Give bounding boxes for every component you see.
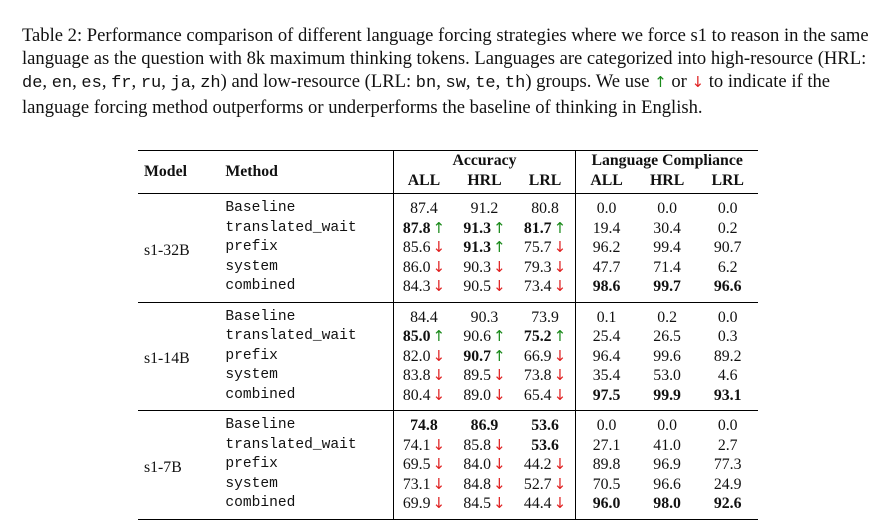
arrow-up-icon: ↑ (493, 346, 506, 365)
arrow-down-icon: ↓ (493, 474, 506, 493)
table-cell (454, 436, 515, 456)
header-lc-all: ALL (590, 171, 623, 189)
caption-text-2: ) and low-resource (LRL: (220, 71, 416, 93)
method-name: Baseline (217, 194, 393, 219)
table-cell (515, 386, 576, 411)
arrow-down-icon: ↓ (493, 385, 506, 404)
table-cell (576, 455, 637, 475)
table-cell (637, 455, 698, 475)
arrow-down-icon: ↓ (432, 385, 446, 404)
table-cell (393, 347, 454, 367)
hrl-code-list: de, en, es, fr, ru, ja, zh (22, 71, 221, 94)
cell-value: 0.0 (657, 200, 677, 217)
cell-value: 99.7 (653, 278, 681, 295)
arrow-down-icon: ↓ (553, 346, 567, 365)
table-cell (454, 302, 515, 327)
table-cell (697, 219, 758, 239)
method-name: prefix (217, 455, 393, 475)
header-acc-all: ALL (407, 171, 441, 189)
method-name: prefix (217, 347, 393, 367)
arrow-down-icon: ↓ (493, 257, 506, 276)
table-row (138, 366, 758, 386)
method-name: translated_wait (217, 436, 393, 456)
table-cell (576, 494, 637, 519)
cell-value: 90.7 (463, 347, 492, 365)
cell-value: 53.6 (531, 436, 559, 454)
table-cell (697, 302, 758, 327)
table-row (138, 238, 758, 258)
method-name: translated_wait (217, 219, 393, 239)
cell-value: 69.9 (402, 495, 431, 512)
table-cell (637, 386, 698, 411)
table-row (138, 347, 758, 367)
cell-value: 96.2 (592, 239, 621, 256)
table-body (138, 194, 758, 520)
arrow-down-icon: ↓ (493, 277, 506, 295)
arrow-down-icon: ↓ (553, 277, 567, 295)
table-cell (393, 366, 454, 386)
arrow-down-icon: ↓ (432, 366, 446, 384)
table-row (138, 494, 758, 519)
cell-value: 84.3 (402, 278, 431, 295)
arrow-up-icon: ↑ (493, 238, 506, 256)
table-cell (637, 238, 698, 258)
table-cell (515, 494, 576, 519)
cell-value: 83.8 (402, 367, 431, 384)
cell-value: 73.1 (402, 475, 431, 493)
table-cell (393, 436, 454, 456)
cell-value: 99.4 (653, 239, 681, 256)
arrow-down-icon: ↓ (493, 435, 506, 454)
hrl-code: fr (111, 74, 132, 94)
lrl-code: te (475, 74, 496, 94)
header-compliance: Language Compliance (591, 152, 743, 169)
table-row (138, 386, 758, 411)
cell-value: 80.4 (402, 386, 431, 404)
cell-value: 90.3 (470, 308, 499, 326)
cell-value: 75.7 (523, 239, 552, 256)
cell-value: 73.4 (523, 278, 552, 295)
arrow-down-icon: ↓ (553, 494, 567, 512)
arrow-down-icon: ↓ (432, 238, 446, 256)
method-name: combined (217, 494, 393, 519)
cell-value: 87.4 (410, 200, 438, 217)
cell-value: 96.9 (653, 456, 681, 473)
cell-value: 26.5 (653, 328, 681, 345)
arrow-down-icon: ↓ (553, 238, 567, 256)
table-cell (637, 302, 698, 327)
cell-value: 91.2 (470, 200, 499, 217)
table-cell (454, 238, 515, 258)
table-cell (454, 475, 515, 495)
cell-value: 90.5 (463, 278, 492, 295)
table-cell (515, 347, 576, 367)
cell-value: 98.6 (592, 278, 621, 295)
table-cell (454, 455, 515, 475)
table-cell (576, 366, 637, 386)
table-cell (637, 219, 698, 239)
table-cell (637, 475, 698, 495)
cell-value: 84.5 (463, 495, 492, 512)
arrow-down-icon: ↓ (493, 366, 506, 384)
table-cell (454, 194, 515, 219)
table-cell (393, 411, 454, 436)
table-row (138, 219, 758, 239)
table-row (138, 411, 758, 436)
table-cell (393, 494, 454, 519)
cell-value: 75.2 (523, 328, 552, 345)
cell-value: 87.8 (402, 219, 431, 237)
cell-value: 93.1 (713, 386, 742, 404)
cell-value: 96.6 (653, 475, 681, 493)
caption-text-3: ) groups. We use (525, 71, 655, 93)
table-cell (637, 194, 698, 219)
arrow-up-icon: ↑ (654, 73, 667, 92)
table-cell (393, 277, 454, 302)
table-row (138, 327, 758, 347)
cell-value: 74.8 (410, 417, 438, 434)
table-row (138, 302, 758, 327)
caption-text-4: to indicate if the language forcing method outperforms or underperforms the baseline of thinking in English. (22, 71, 831, 118)
arrow-down-icon: ↓ (432, 435, 446, 454)
cell-value: 90.7 (713, 239, 742, 256)
cell-value: 0.0 (717, 417, 738, 434)
header-acc-lrl: LRL (515, 171, 576, 194)
cell-value: 53.6 (531, 417, 559, 434)
table-cell (454, 258, 515, 278)
hrl-code: es (81, 74, 102, 94)
cell-value: 52.7 (523, 475, 552, 493)
cell-value: 85.6 (402, 239, 431, 256)
cell-value: 90.6 (463, 328, 492, 345)
table-cell (697, 436, 758, 456)
cell-value: 86.9 (470, 417, 499, 434)
cell-value: 30.4 (653, 219, 681, 237)
table-cell (515, 475, 576, 495)
cell-value: 86.0 (402, 258, 431, 276)
arrow-down-icon: ↓ (493, 494, 506, 512)
hrl-code: zh (200, 74, 221, 94)
arrow-up-icon: ↑ (432, 218, 446, 237)
cell-value: 0.0 (717, 200, 738, 217)
cell-value: 24.9 (713, 475, 742, 493)
cell-value: 35.4 (592, 367, 621, 384)
cell-value: 99.6 (653, 347, 681, 365)
cell-value: 6.2 (717, 258, 738, 276)
table-cell (576, 327, 637, 347)
cell-value: 91.3 (463, 239, 492, 256)
cell-value: 0.0 (657, 417, 677, 434)
cell-value: 89.2 (713, 347, 742, 365)
method-name: system (217, 258, 393, 278)
header-lc-hrl: HRL (650, 171, 685, 189)
lrl-code: bn (415, 74, 437, 94)
caption-or: or (666, 71, 692, 93)
caption-text-1: Table 2: Performance comparison of different language forcing strategies where we force s1 to reason in the same language as the question with 8k maximum thinking tokens. Languages are categorized into high-resource (HRL: (22, 25, 869, 70)
table-caption (22, 24, 882, 119)
lrl-code: th (504, 74, 526, 94)
table-cell (637, 347, 698, 367)
model-name: s1-14B (138, 302, 217, 411)
method-name: Baseline (217, 411, 393, 436)
lrl-code: sw (445, 74, 466, 94)
cell-value: 73.9 (531, 308, 559, 326)
cell-value: 41.0 (653, 436, 681, 454)
table-cell (697, 238, 758, 258)
table-row (138, 475, 758, 495)
cell-value: 84.8 (463, 475, 492, 493)
method-name: combined (217, 277, 393, 302)
cell-value: 53.0 (653, 367, 681, 384)
table-cell (697, 327, 758, 347)
table-cell (637, 411, 698, 436)
method-name: system (217, 475, 393, 495)
arrow-down-icon: ↓ (432, 494, 446, 512)
table-cell (637, 258, 698, 278)
table-cell (393, 455, 454, 475)
table-cell (697, 347, 758, 367)
header-model: Model (144, 163, 187, 181)
cell-value: 0.1 (596, 308, 617, 326)
cell-value: 81.7 (523, 219, 552, 237)
table-cell (515, 411, 576, 436)
arrow-down-icon: ↓ (553, 455, 567, 473)
cell-value: 0.0 (717, 308, 738, 326)
model-name: s1-7B (138, 411, 217, 520)
table-cell (515, 238, 576, 258)
table-cell (637, 436, 698, 456)
table-cell (454, 386, 515, 411)
table-cell (576, 475, 637, 495)
cell-value: 92.6 (713, 495, 742, 512)
cell-value: 74.1 (402, 436, 431, 454)
header-lc-lrl: LRL (711, 171, 744, 189)
table-cell (697, 455, 758, 475)
table-row (138, 258, 758, 278)
cell-value: 89.8 (592, 456, 621, 473)
cell-value: 0.0 (596, 200, 617, 217)
header-accuracy: Accuracy (393, 151, 576, 171)
cell-value: 19.4 (592, 219, 621, 237)
table-cell (393, 219, 454, 239)
header-acc-hrl: HRL (467, 171, 502, 189)
table-row (138, 455, 758, 475)
cell-value: 84.4 (410, 308, 438, 326)
table-cell (454, 327, 515, 347)
table-cell (393, 327, 454, 347)
table-cell (454, 494, 515, 519)
arrow-down-icon: ↓ (553, 385, 567, 404)
method-name: system (217, 366, 393, 386)
arrow-up-icon: ↑ (493, 327, 506, 345)
arrow-down-icon: ↓ (553, 257, 567, 276)
table-cell (637, 494, 698, 519)
arrow-up-icon: ↑ (553, 218, 567, 237)
table-cell (393, 475, 454, 495)
cell-value: 96.6 (713, 278, 742, 295)
cell-value: 2.7 (717, 436, 738, 454)
table-cell (454, 347, 515, 367)
cell-value: 0.2 (657, 308, 677, 326)
lrl-code-list: bn, sw, te, th (415, 71, 526, 94)
table-row (138, 436, 758, 456)
arrow-down-icon: ↓ (432, 257, 446, 276)
arrow-down-icon: ↓ (691, 73, 705, 92)
table-cell (393, 194, 454, 219)
arrow-down-icon: ↓ (432, 455, 446, 473)
cell-value: 4.6 (717, 367, 738, 384)
cell-value: 89.5 (463, 367, 492, 384)
table-cell (515, 258, 576, 278)
table-cell (515, 277, 576, 302)
hrl-code: en (51, 74, 73, 94)
cell-value: 27.1 (592, 436, 621, 454)
cell-value: 71.4 (653, 258, 681, 276)
table-cell (576, 219, 637, 239)
table-cell (393, 238, 454, 258)
table-cell (637, 277, 698, 302)
cell-value: 66.9 (523, 347, 552, 365)
table-cell (515, 194, 576, 219)
table-cell (515, 455, 576, 475)
method-name: Baseline (217, 302, 393, 327)
table-cell (515, 436, 576, 456)
table-row (138, 277, 758, 302)
table-cell (576, 194, 637, 219)
arrow-down-icon: ↓ (553, 474, 567, 493)
table-cell (576, 436, 637, 456)
cell-value: 80.8 (531, 200, 559, 217)
table-cell (697, 411, 758, 436)
cell-value: 85.0 (402, 328, 431, 345)
cell-value: 0.0 (596, 417, 617, 434)
table-cell (576, 258, 637, 278)
cell-value: 96.4 (592, 347, 621, 365)
table-cell (697, 258, 758, 278)
table-cell (576, 302, 637, 327)
table-cell (697, 494, 758, 519)
table-cell (454, 411, 515, 436)
arrow-down-icon: ↓ (432, 474, 446, 493)
table-cell (697, 277, 758, 302)
table-cell (576, 411, 637, 436)
cell-value: 84.0 (463, 456, 492, 473)
cell-value: 0.2 (717, 219, 738, 237)
arrow-up-icon: ↑ (493, 218, 506, 237)
table-cell (454, 219, 515, 239)
table-cell (515, 366, 576, 386)
table-cell (697, 475, 758, 495)
cell-value: 69.5 (402, 456, 431, 473)
model-name: s1-32B (138, 194, 217, 303)
header-method: Method (217, 151, 393, 194)
arrow-down-icon: ↓ (432, 346, 446, 365)
cell-value: 44.4 (523, 495, 552, 512)
method-name: combined (217, 386, 393, 411)
hrl-code: ja (170, 74, 191, 94)
method-name: translated_wait (217, 327, 393, 347)
table-cell (515, 219, 576, 239)
arrow-down-icon: ↓ (493, 455, 506, 473)
arrow-down-icon: ↓ (553, 366, 567, 384)
table-cell (454, 366, 515, 386)
cell-value: 97.5 (592, 386, 621, 404)
cell-value: 73.8 (523, 367, 552, 384)
cell-value: 79.3 (523, 258, 552, 276)
arrow-down-icon: ↓ (432, 277, 446, 295)
cell-value: 85.8 (463, 436, 492, 454)
table-cell (637, 327, 698, 347)
cell-value: 65.4 (523, 386, 552, 404)
cell-value: 96.0 (592, 495, 621, 512)
results-table (138, 150, 758, 520)
table-cell (576, 277, 637, 302)
table-cell (454, 277, 515, 302)
cell-value: 90.3 (463, 258, 492, 276)
arrow-up-icon: ↑ (553, 327, 567, 345)
cell-value: 47.7 (592, 258, 621, 276)
table-cell (576, 386, 637, 411)
cell-value: 77.3 (713, 456, 742, 473)
table-cell (515, 327, 576, 347)
cell-value: 0.3 (717, 328, 738, 345)
table-cell (393, 386, 454, 411)
table-cell (576, 347, 637, 367)
header-row-1 (138, 151, 758, 171)
cell-value: 99.9 (653, 386, 681, 404)
hrl-code: de (22, 74, 43, 94)
table-cell (697, 366, 758, 386)
hrl-code: ru (140, 74, 162, 94)
table-cell (515, 302, 576, 327)
method-name: prefix (217, 238, 393, 258)
table-row (138, 194, 758, 219)
cell-value: 25.4 (592, 328, 621, 345)
table-cell (637, 366, 698, 386)
arrow-up-icon: ↑ (432, 327, 446, 345)
cell-value: 98.0 (653, 495, 681, 512)
table-cell (697, 386, 758, 411)
table-cell (697, 194, 758, 219)
cell-value: 70.5 (592, 475, 621, 493)
cell-value: 91.3 (463, 219, 492, 237)
table-cell (393, 302, 454, 327)
cell-value: 44.2 (523, 456, 552, 473)
cell-value: 82.0 (402, 347, 431, 365)
table-cell (393, 258, 454, 278)
table-cell (576, 238, 637, 258)
cell-value: 89.0 (463, 386, 492, 404)
